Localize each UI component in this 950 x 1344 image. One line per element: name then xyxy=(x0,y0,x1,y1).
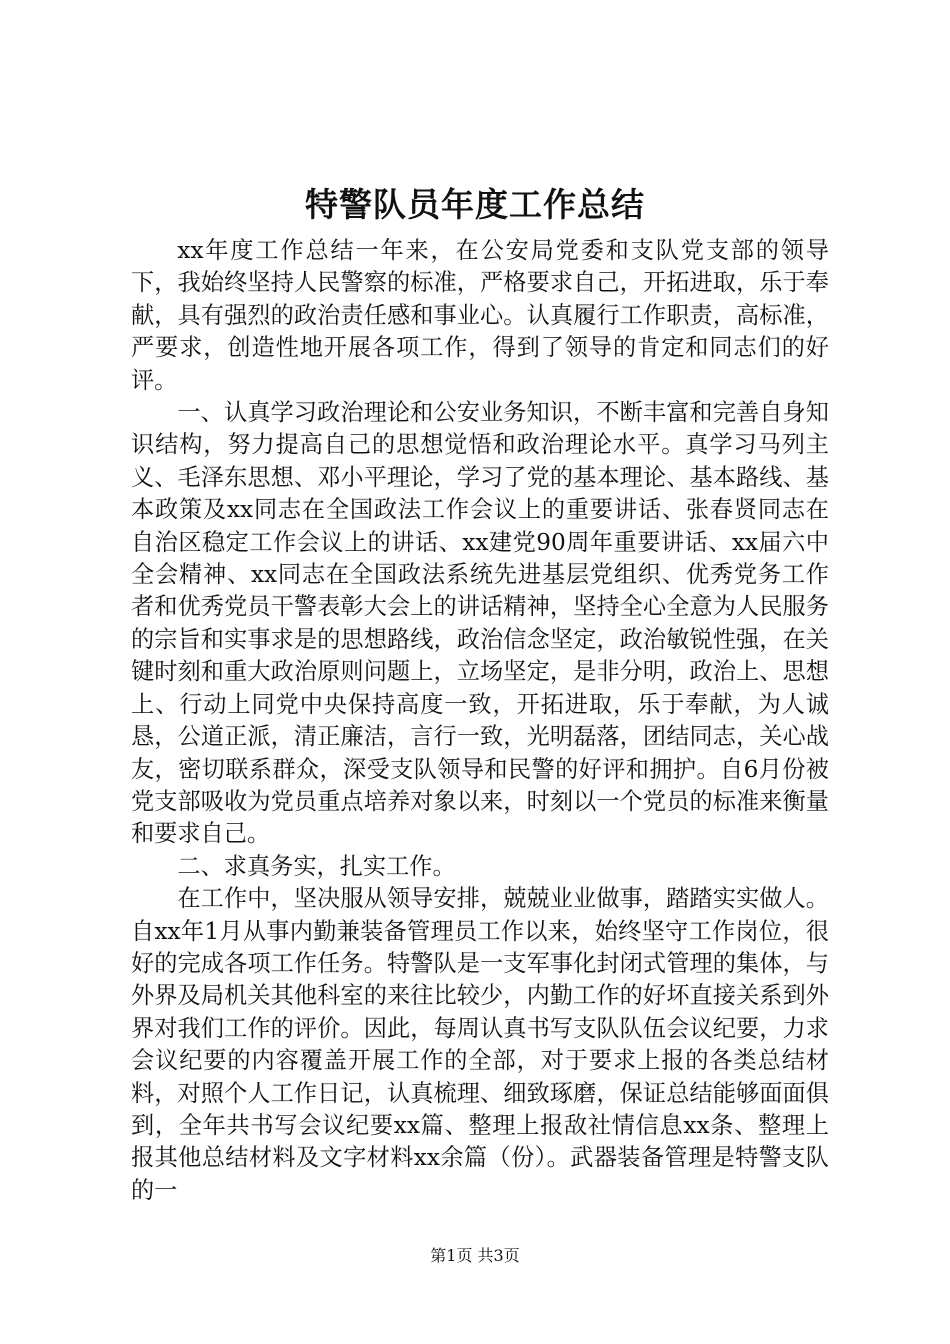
page-number-footer: 第1页 共3页 xyxy=(430,1246,520,1265)
paragraph-section-one: 一、认真学习政治理论和公安业务知识，不断丰富和完善自身知识结构，努力提高自己的思想觉悟和政治理论水平。真学习马列主义、毛泽东思想、邓小平理论，学习了党的基本理论、基本路线、基本政策及xx同志在全国政法工作会议上的重要讲话、张春贤同志在自治区稳定工作会议上的讲话、xx建党90周年重要讲话、xx届六中全会精神、xx同志在全国政法系统先进基层党组织、优秀党务工作者和优秀党员干警表彰大会上的讲话精神，坚持全心全意为人民服务的宗旨和实事求是的思想路线，政治信念坚定，政治敏锐性强，在关键时刻和重大政治原则问题上，立场坚定，是非分明，政治上、思想上、行动上同党中央保持高度一致，开拓进取，乐于奉献，为人诚恳，公道正派，清正廉洁，言行一致，光明磊落，团结同志，关心战友，密切联系群众，深受支队领导和民警的好评和拥护。自6月份被党支部吸收为党员重点培养对象以来，时刻以一个党员的标准来衡量和要求自己。 xyxy=(131,399,829,848)
document-body xyxy=(131,235,829,1207)
paragraph-intro: xx年度工作总结一年来，在公安局党委和支队党支部的领导下，我始终坚持人民警察的标准，严格要求自己，开拓进取，乐于奉献，具有强烈的政治责任感和事业心。认真履行工作职责，高标准，严要求，创造性地开展各项工作，得到了领导的肯定和同志们的好评。 xyxy=(131,237,829,394)
paragraph-section-two-heading: 二、求真务实，扎实工作。 xyxy=(177,852,456,880)
paragraph-section-two-body: 在工作中，坚决服从领导安排，兢兢业业做事，踏踏实实做人。自xx年1月从事内勤兼装备管理员工作以来，始终坚守工作岗位，很好的完成各项工作任务。特警队是一支军事化封闭式管理的集体，与外界及局机关其他科室的来往比较少，内勤工作的好坏直接关系到外界对我们工作的评价。因此，每周认真书写支队队伍会议纪要，力求会议纪要的内容覆盖开展工作的全部，对于要求上报的各类总结材料，对照个人工作日记，认真梳理、细致琢磨，保证总结能够面面俱到，全年共书写会议纪要xx篇、整理上报敌社情信息xx条、整理上报其他总结材料及文字材料xx余篇（份）。武器装备管理是特警支队的一 xyxy=(131,885,829,1204)
document-title: 特警队员年度工作总结 xyxy=(305,185,645,224)
